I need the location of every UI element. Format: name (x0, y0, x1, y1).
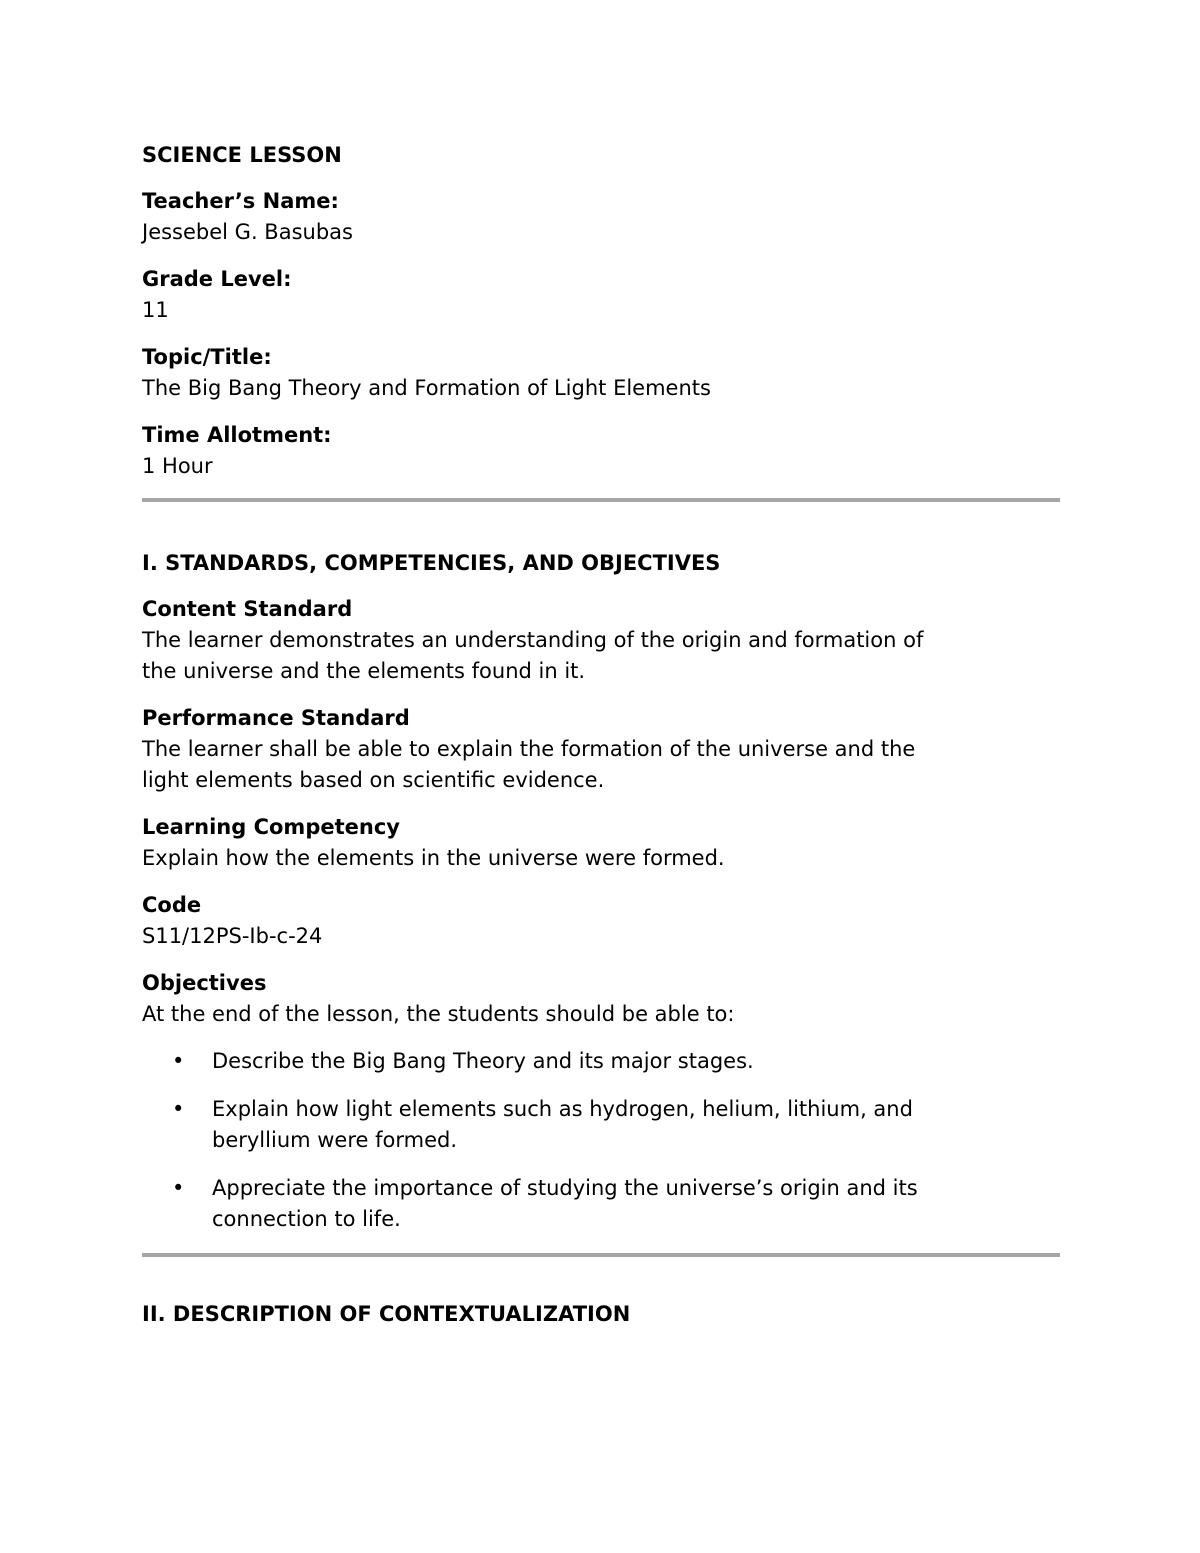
learning-competency-title: Learning Competency (142, 815, 400, 839)
learning-competency-block (142, 812, 1060, 874)
objective-line: connection to life. (212, 1207, 401, 1231)
code-text: S11/12PS-Ib-c-24 (142, 924, 323, 948)
content-standard-title: Content Standard (142, 597, 353, 621)
objective-line: Appreciate the importance of studying the universe’s origin and its (212, 1176, 918, 1200)
time-allotment-label: Time Allotment: (142, 423, 332, 447)
teacher-name-value: Jessebel G. Basubas (142, 220, 353, 244)
time-allotment-field (142, 420, 1060, 482)
bullet-icon: • (172, 1097, 185, 1121)
objective-line: beryllium were formed. (212, 1128, 458, 1152)
time-allotment-value: 1 Hour (142, 454, 213, 478)
objectives-block (142, 968, 1060, 1235)
objectives-intro: At the end of the lesson, the students should be able to: (142, 1002, 735, 1026)
document-title: SCIENCE LESSON (142, 143, 342, 167)
topic-title-value: The Big Bang Theory and Formation of Light Elements (142, 376, 711, 400)
objectives-title: Objectives (142, 971, 267, 995)
list-item (142, 1094, 1060, 1156)
teacher-name-label: Teacher’s Name: (142, 189, 339, 213)
performance-standard-title: Performance Standard (142, 706, 410, 730)
objectives-list (142, 1046, 1060, 1235)
teacher-name-field (142, 186, 1060, 248)
section-2-heading: II. DESCRIPTION OF CONTEXTUALIZATION (142, 1302, 631, 1326)
content-standard-line: the universe and the elements found in it. (142, 659, 586, 683)
grade-level-label: Grade Level: (142, 267, 292, 291)
bullet-icon: • (172, 1049, 185, 1073)
performance-standard-line: The learner shall be able to explain the formation of the universe and the (142, 737, 916, 761)
content-standard-line: The learner demonstrates an understanding of the origin and formation of (142, 628, 924, 652)
performance-standard-block (142, 703, 1060, 796)
lesson-document (142, 140, 1060, 1345)
list-item (142, 1046, 1060, 1077)
content-standard-block (142, 594, 1060, 687)
grade-level-field (142, 264, 1060, 326)
topic-title-label: Topic/Title: (142, 345, 272, 369)
list-item (142, 1173, 1060, 1235)
horizontal-divider (142, 1253, 1060, 1257)
section-1-heading: I. STANDARDS, COMPETENCIES, AND OBJECTIVES (142, 551, 721, 575)
topic-title-field (142, 342, 1060, 404)
code-title: Code (142, 893, 202, 917)
performance-standard-line: light elements based on scientific evidence. (142, 768, 605, 792)
objective-line: Explain how light elements such as hydrogen, helium, lithium, and (212, 1097, 913, 1121)
grade-level-value: 11 (142, 298, 169, 322)
code-block (142, 890, 1060, 952)
horizontal-divider (142, 498, 1060, 502)
learning-competency-text: Explain how the elements in the universe were formed. (142, 846, 725, 870)
objective-line: Describe the Big Bang Theory and its major stages. (212, 1049, 754, 1073)
bullet-icon: • (172, 1176, 185, 1200)
